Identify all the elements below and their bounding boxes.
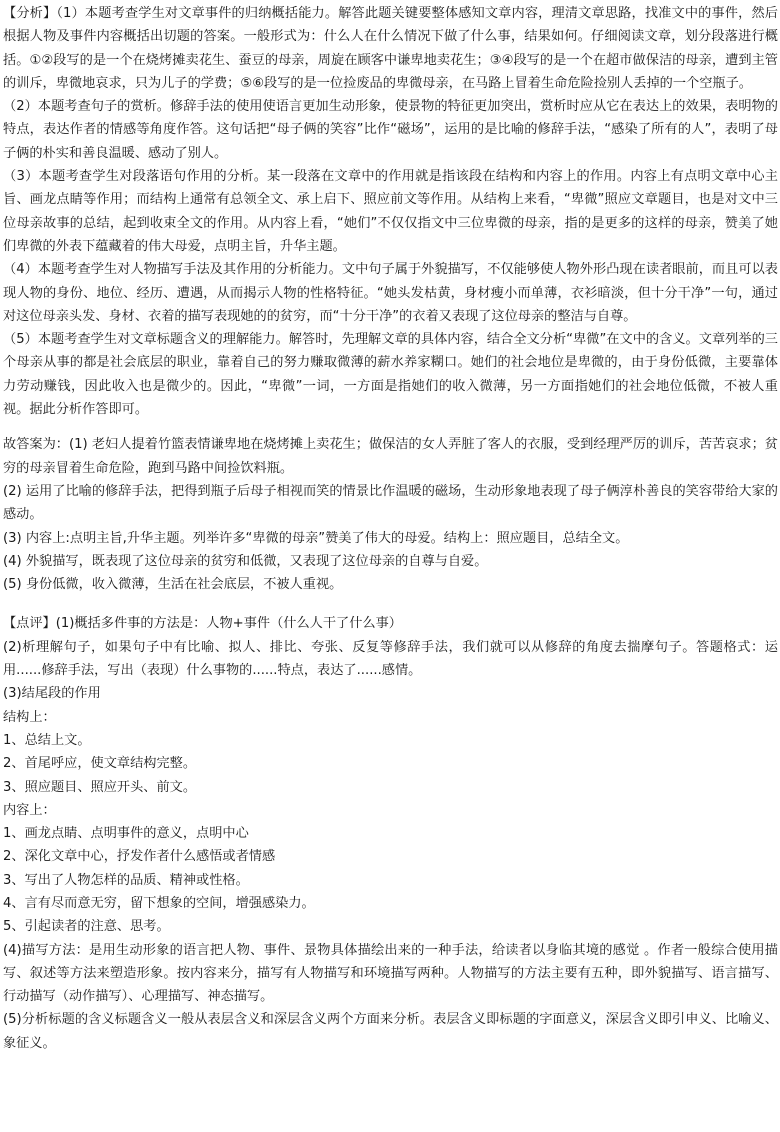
comment-line-11: 3、写出了人物怎样的品质、精神或性格。 (3, 872, 249, 888)
answer-line-3: (3) 内容上:点明主旨,升华主题。列举许多“卑微的母亲”赞美了伟大的母爱。结构上：照应题目，总结全文。 (3, 530, 629, 546)
answer-line-4: (4) 外貌描写，既表现了这位母亲的贫穷和低微，又表现了这位母亲的自尊与自爱。 (3, 553, 488, 569)
comment-line-14: (4)描写方法：是用生动形象的语言把人物、事件、景物具体描绘出来的一种手法，给读者以身临其境的感觉 。作者一般综合使用描写、叙述等方法来塑造形象。按内容来分，描写有人物描写和环境描写两种。人物描写的方法主要有五种，即外貌描写、语言描写、行动描写（动作描写）、心理描写、神态描写。 (3, 942, 778, 1005)
comment-line-15: (5)分析标题的含义标题含义一般从表层含义和深层含义两个方面来分析。表层含义即标题的字面意义，深层含义即引申义、比喻义、象征义。 (3, 1012, 778, 1051)
solution-document (3, 2, 778, 1055)
comment-line-4: 结构上： (3, 709, 56, 725)
answer-line-5: (5) 身份低微，收入微薄，生活在社会底层，不被人重视。 (3, 577, 343, 593)
comment-line-5: 1、总结上文。 (3, 732, 91, 748)
comment-line-3: (3)结尾段的作用 (3, 686, 101, 702)
analysis-paragraph-1: 【分析】（1）本题考查学生对文章事件的归纳概括能力。解答此题关键要整体感知文章内容，理清文章思路，找准文中的事件，然后根据人物及事件内容概括出切题的答案。一般形式为：什么人在什么情况下做了什么事，结果如何。仔细阅读文章，划分段落进行概括。①②段写的是一个在烧烤摊卖花生、蚕豆的母亲，周旋在顾客中谦卑地卖花生；③④段写的是一个在超市做保洁的母亲，遭到主管的训斥，卑微地哀求，只为儿子的学费；⑤⑥段写的是一位捡废品的卑微母亲，在马路上冒着生命危险捡别人丢掉的一个空瓶子。 (3, 6, 778, 91)
section-spacer (3, 596, 778, 612)
answer-line-2: (2) 运用了比喻的修辞手法，把得到瓶子后母子相视而笑的情景比作温暖的磁场，生动形象地表现了母子俩淳朴善良的笑容带给大家的感动。 (3, 483, 778, 523)
comment-line-9: 1、画龙点睛、点明事件的意义，点明中心 (3, 826, 249, 842)
comment-line-1: 【点评】(1)概括多件事的方法是：人物+事件（什么人干了什么事） (3, 616, 402, 632)
comment-line-12: 4、言有尽而意无穷，留下想象的空间，增强感染力。 (3, 895, 315, 911)
comment-line-2: (2)析理解句子，如果句子中有比喻、拟人、排比、夸张、反复等修辞手法，我们就可以从修辞的角度去揣摩句子。答题格式：运用......修辞手法，写出（表现）什么事物的......特点，表达了......感情。 (3, 639, 778, 679)
comment-line-13: 5、引起读者的注意、思考。 (3, 919, 170, 935)
analysis-paragraph-3: （3）本题考查学生对段落语句作用的分析。某一段落在文章中的作用就是指该段在结构和内容上的作用。内容上有点明文章中心主旨、画龙点睛等作用；而结构上通常有总领全文、承上启下、照应前文等作用。从结构上来看，“卑微”照应文章题目，也是对文中三位母亲故事的总结，起到收束全文的作用。从内容上看，“她们”不仅仅指文中三位卑微的母亲，指的是更多的这样的母亲，赞美了她们卑微的外表下蕴藏着的伟大母爱，点明主旨，升华主题。 (3, 169, 778, 254)
analysis-paragraph-4: （4）本题考查学生对人物描写手法及其作用的分析能力。文中句子属于外貌描写，不仅能够使人物外形凸现在读者眼前，而且可以表现人物的身份、地位、经历、遭遇，从而揭示人物的性格特征。“她头发枯黄，身材瘦小而单薄，衣衫暗淡，但十分干净”一句，通过对这位母亲头发、身材、衣着的描写表现她的的贫穷，而“十分干净”的衣着又表现了这位母亲的整洁与自尊。 (3, 262, 778, 324)
comment-line-8: 内容上： (3, 802, 56, 818)
analysis-paragraph-5: （5）本题考查学生对文章标题含义的理解能力。解答时，先理解文章的具体内容，结合全文分析“卑微”在文中的含义。文章列举的三个母亲从事的都是社会底层的职业，靠着自己的努力赚取微薄的薪水养家糊口。她们的社会地位是卑微的，由于身份低微，主要靠体力劳动赚钱，因此收入也是微少的。因此，“卑微”一词，一方面是指她们的收入微薄，另一方面指她们的社会地位低微，不被人重视。据此分析作答即可。 (3, 332, 778, 418)
answer-line-1: 故答案为：(1) 老妇人提着竹篮表情谦卑地在烧烤摊上卖花生；做保洁的女人弄脏了客人的衣服，受到经理严厉的训斥，苦苦哀求；贫穷的母亲冒着生命危险，跑到马路中间捡饮料瓶。 (3, 437, 778, 476)
comment-line-6: 2、首尾呼应，使文章结构完整。 (3, 756, 197, 772)
analysis-paragraph-2: （2）本题考查句子的赏析。修辞手法的使用使语言更加生动形象，使景物的特征更加突出，赏析时应从它在表达上的效果，表明物的特点，表达作者的情感等角度作答。这句话把“母子俩的笑容”比作“磁场”，运用的是比喻的修辞手法，“感染了所有的人”，表明了母子俩的朴实和善良温暖、感动了别人。 (3, 99, 778, 161)
section-spacer (3, 421, 778, 433)
comment-line-7: 3、照应题目、照应开头、前文。 (3, 779, 197, 795)
comment-line-10: 2、深化文章中心，抒发作者什么感悟或者情感 (3, 849, 276, 865)
